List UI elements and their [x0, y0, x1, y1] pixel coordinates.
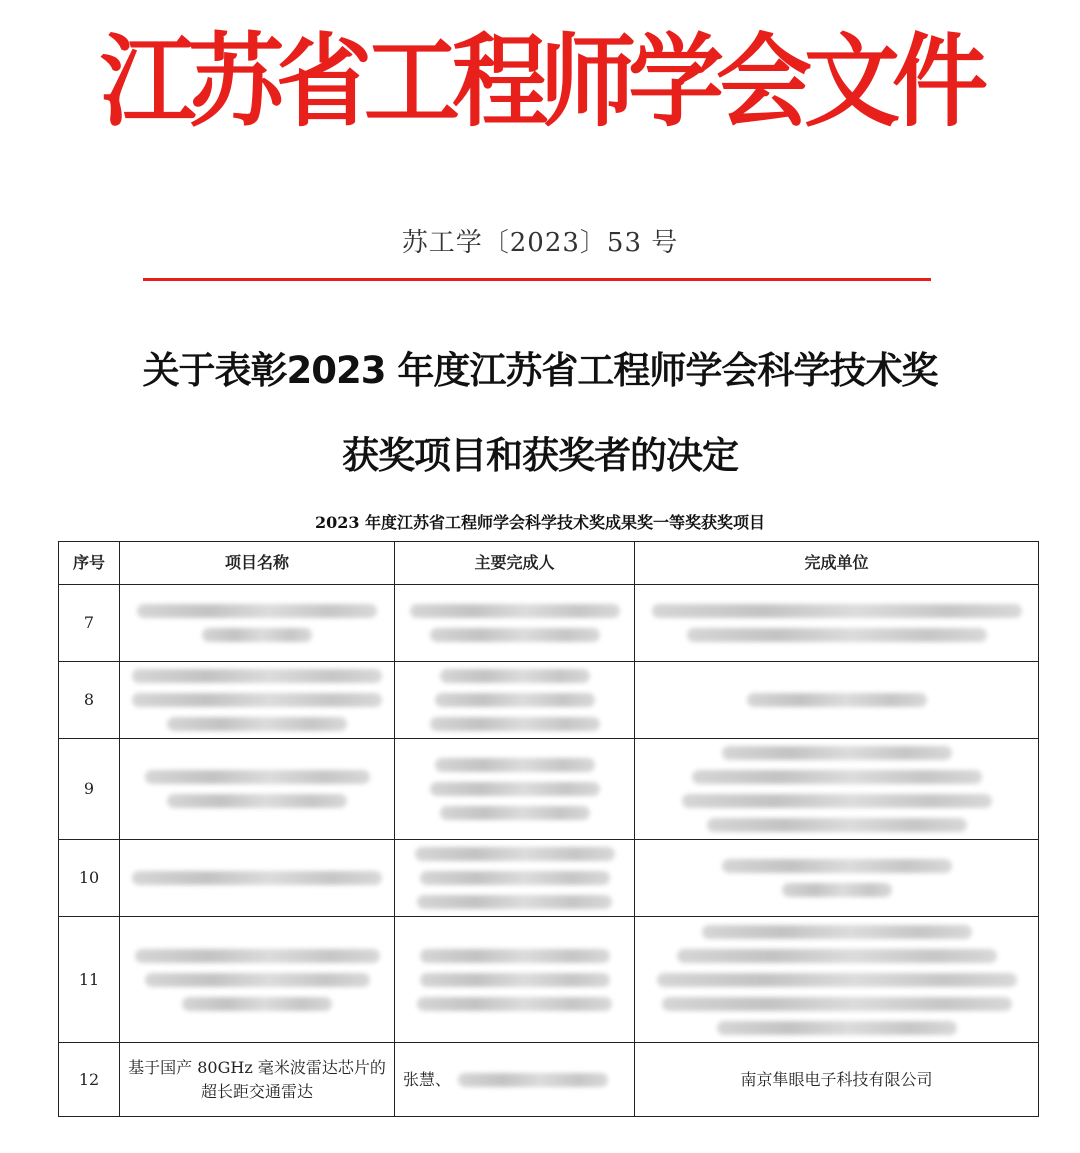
document-number: 苏工学〔2023〕53 号	[401, 228, 679, 258]
header-project-name: 项目名称	[120, 542, 395, 585]
redacted-persons	[458, 1073, 608, 1087]
redacted-unit	[635, 917, 1039, 1043]
row-number: 8	[59, 662, 120, 739]
header-number: 序号	[59, 542, 120, 585]
table-row	[59, 917, 1039, 1043]
row-number: 11	[59, 917, 120, 1043]
row-number: 12	[59, 1043, 120, 1117]
redacted-project	[120, 662, 395, 739]
redacted-persons	[395, 840, 635, 917]
redacted-project	[120, 739, 395, 840]
table-row	[59, 1043, 1039, 1117]
decision-title-line-1: 关于表彰2023 年度江苏省工程师学会科学技术奖	[142, 349, 938, 392]
redacted-persons	[395, 917, 635, 1043]
table-header-row	[59, 542, 1039, 585]
row-number: 10	[59, 840, 120, 917]
redacted-persons	[395, 739, 635, 840]
header-main-contributors: 主要完成人	[395, 542, 635, 585]
main-contributors	[395, 1043, 635, 1117]
red-divider	[143, 278, 931, 281]
completing-unit: 南京隼眼电子科技有限公司	[635, 1043, 1039, 1117]
decision-title-line-2: 获奖项目和获奖者的决定	[342, 434, 738, 477]
row-number: 7	[59, 585, 120, 662]
redacted-unit	[635, 739, 1039, 840]
table-caption: 2023 年度江苏省工程师学会科学技术奖成果奖一等奖获奖项目	[314, 513, 766, 532]
redacted-project	[120, 840, 395, 917]
table-row	[59, 585, 1039, 662]
redacted-persons	[395, 585, 635, 662]
redacted-project	[120, 585, 395, 662]
table-row	[59, 840, 1039, 917]
awards-table	[58, 541, 1039, 1117]
redacted-persons	[395, 662, 635, 739]
table-row	[59, 739, 1039, 840]
contributor-name: 张慧、	[403, 1069, 452, 1089]
header-completing-unit: 完成单位	[635, 542, 1039, 585]
letterhead-title: 江苏省工程师学会文件	[100, 23, 980, 141]
project-name: 基于国产 80GHz 毫米波雷达芯片的超长距交通雷达	[120, 1043, 395, 1117]
row-number: 9	[59, 739, 120, 840]
redacted-project	[120, 917, 395, 1043]
redacted-unit	[635, 585, 1039, 662]
table-row	[59, 662, 1039, 739]
redacted-unit	[635, 840, 1039, 917]
redacted-unit	[635, 662, 1039, 739]
